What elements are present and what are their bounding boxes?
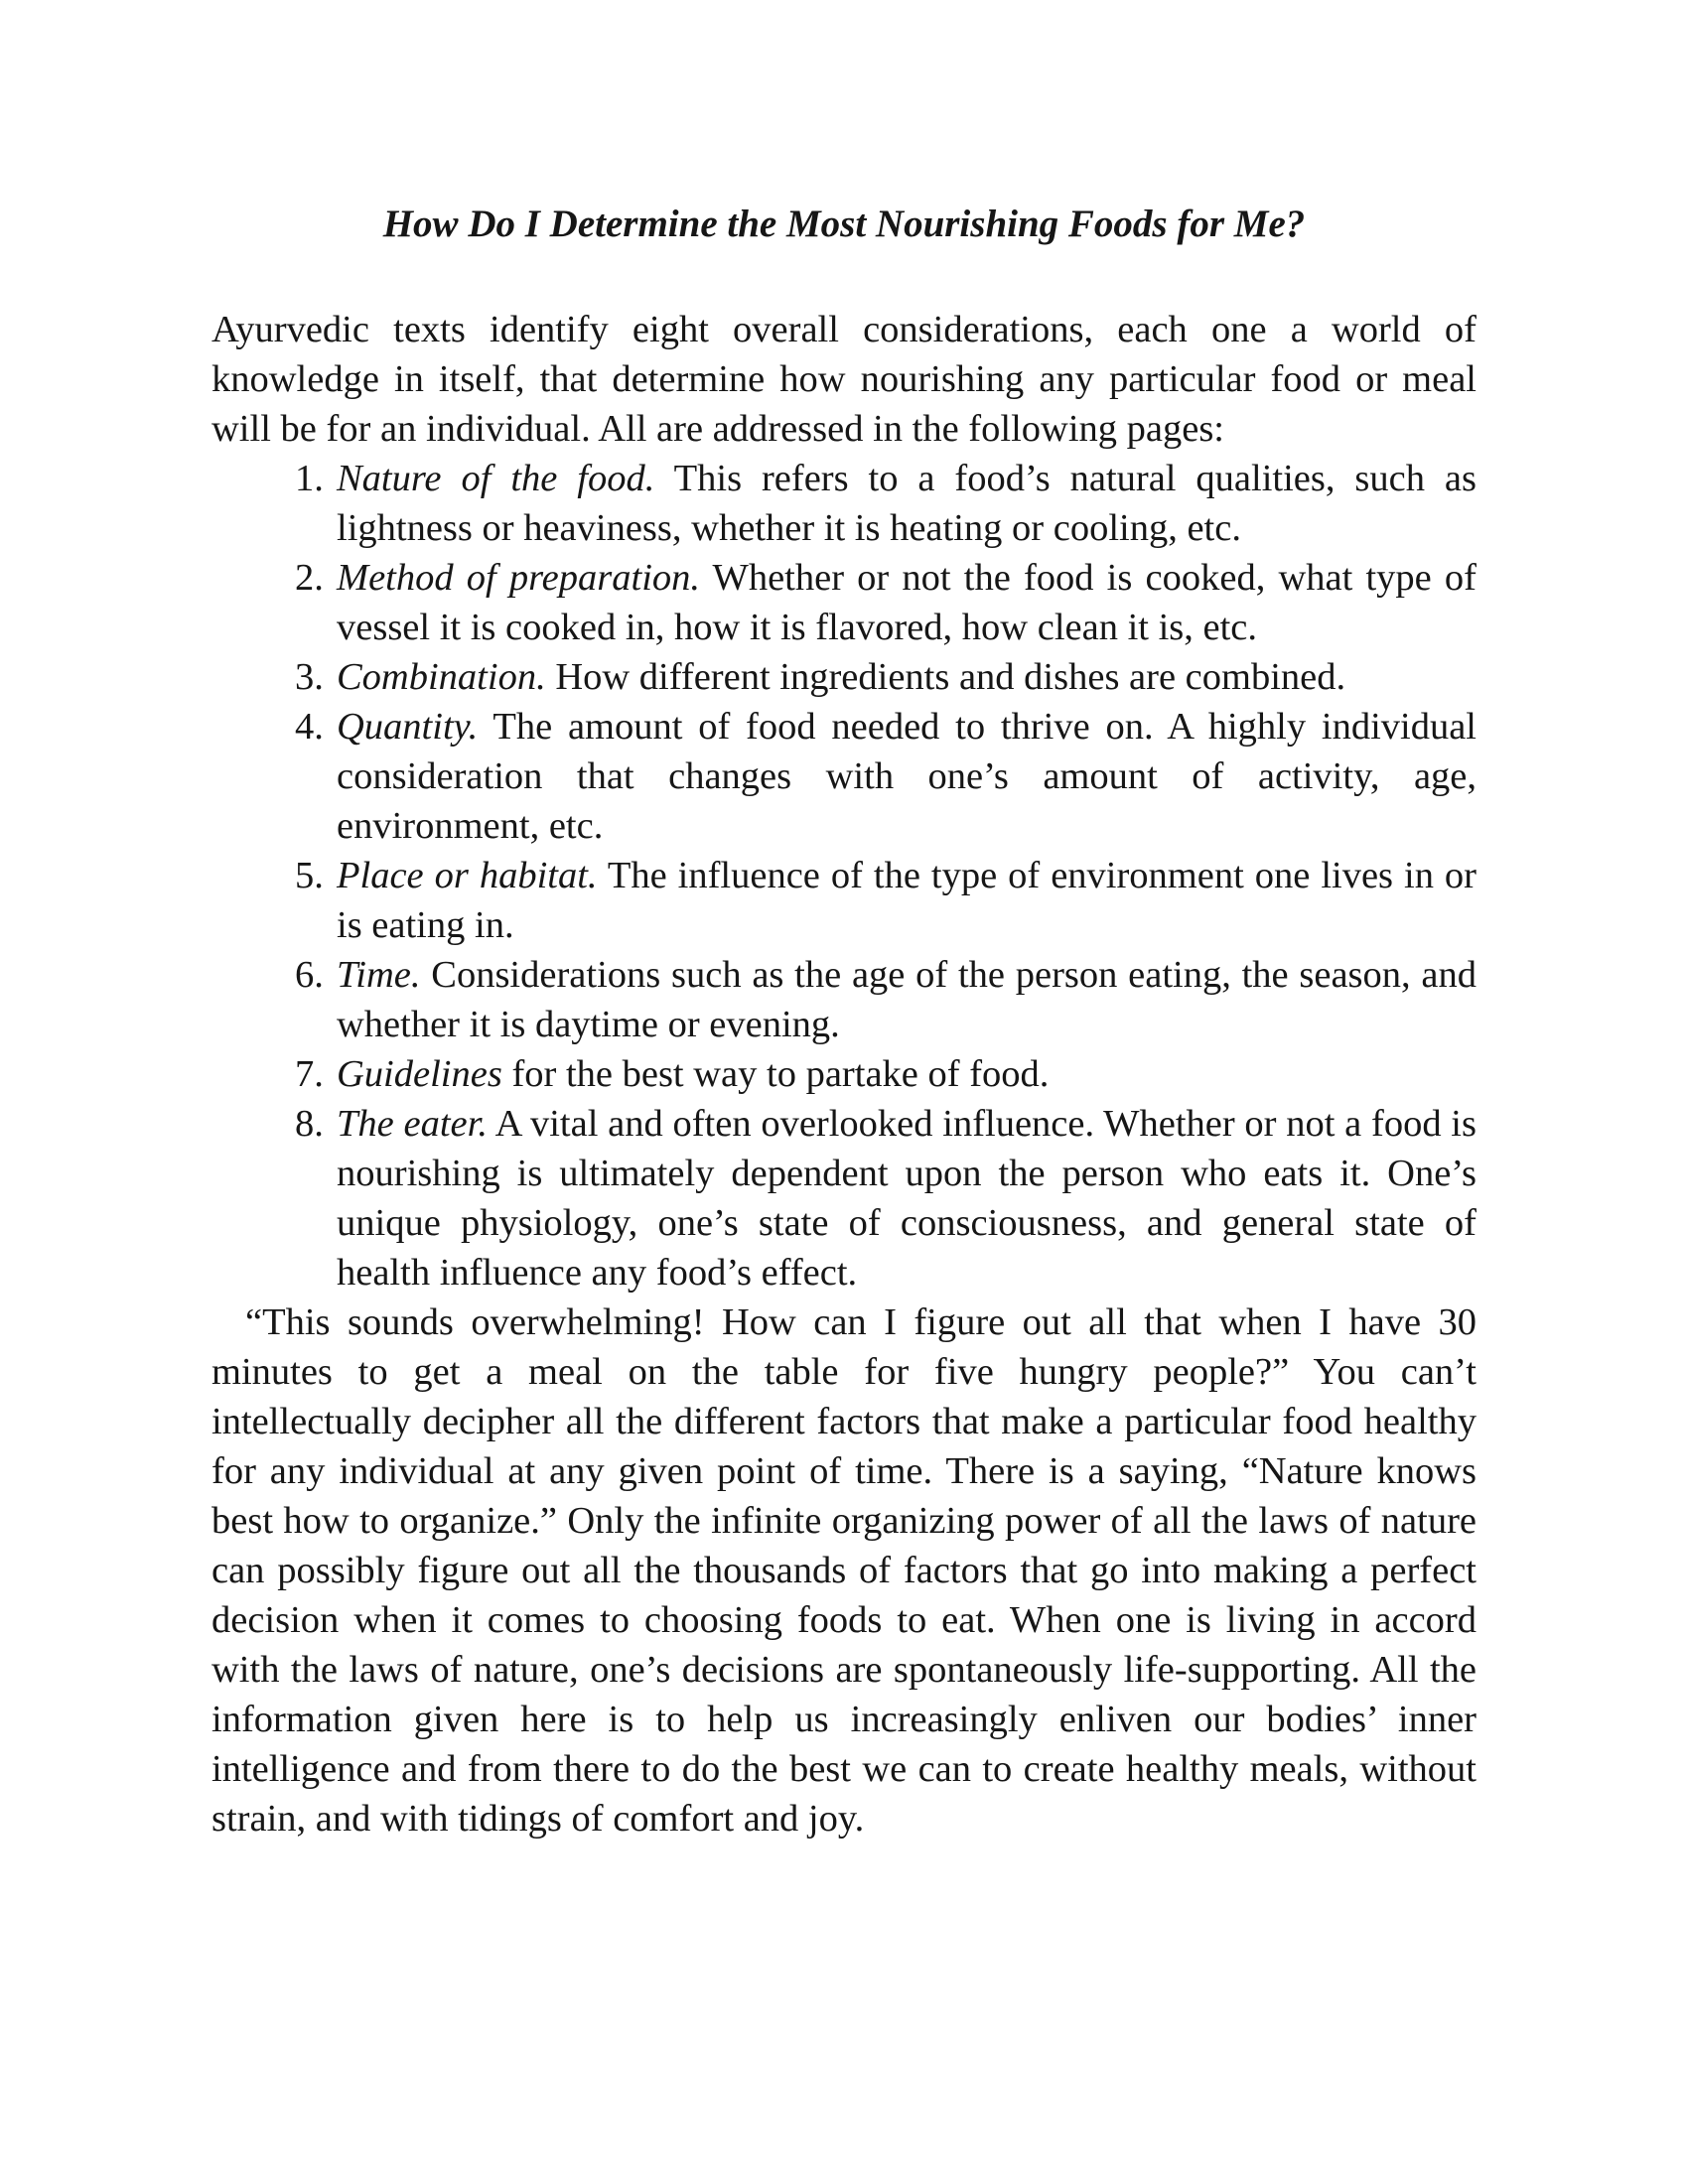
list-item-number: 8. bbox=[295, 1103, 324, 1145]
list-item-number: 5. bbox=[295, 855, 324, 896]
list-item-number: 6. bbox=[295, 954, 324, 996]
list-item bbox=[295, 652, 1477, 702]
list-item-text: Considerations such as the age of the person eating, the season, and whether it is daytime or evening. bbox=[337, 954, 1477, 1045]
list-item-number: 7. bbox=[295, 1053, 324, 1095]
list-item-term: Method of preparation. bbox=[337, 557, 701, 599]
list-item-text: for the best way to partake of food. bbox=[501, 1053, 1050, 1095]
list-item-text: A vital and often overlooked influence. Whether or not a food is nourishing is ultimately dependent upon the person who eats it. One’s unique physiology, one’s state of consciousness, and general state of health influence any food’s effect. bbox=[337, 1103, 1477, 1294]
list-item-number: 3. bbox=[295, 656, 324, 698]
list-item-term: The eater. bbox=[337, 1103, 488, 1145]
list-item-text: The amount of food needed to thrive on. A highly individual consideration that changes with one’s amount of activity, age, environment, etc. bbox=[337, 706, 1477, 847]
list-item bbox=[295, 454, 1477, 553]
closing-paragraph: “This sounds overwhelming! How can I figure out all that when I have 30 minutes to get a meal on the table for five hungry people?” You can’t intellectually decipher all the different factors that make a particular food healthy for any individual at any given point of time. There is a saying, “Nature knows best how to organize.” Only the infinite organizing power of all the laws of nature can possibly figure out all the thousands of factors that go into making a perfect decision when it comes to choosing foods to eat. When one is living in accord with the laws of nature, one’s decisions are spontaneously life-supporting. All the information given here is to help us increasingly enliven our bodies’ inner intelligence and from there to do the best we can to create healthy meals, without strain, and with tidings of comfort and joy. bbox=[211, 1301, 1477, 1840]
list-item-term: Quantity. bbox=[337, 706, 479, 748]
list-item-text: This refers to a food’s natural qualities, such as lightness or heaviness, whether it is heating or cooling, etc. bbox=[337, 458, 1477, 549]
list-item-text: The influence of the type of environment one lives in or is eating in. bbox=[337, 855, 1477, 946]
list-item-text: How different ingredients and dishes are combined. bbox=[545, 656, 1346, 698]
considerations-list bbox=[211, 454, 1477, 1297]
list-item-number: 4. bbox=[295, 706, 324, 748]
document-page bbox=[211, 195, 1477, 1843]
page-title: How Do I Determine the Most Nourishing Foods for Me? bbox=[382, 203, 1306, 245]
list-item-number: 2. bbox=[295, 557, 324, 599]
list-item bbox=[295, 1099, 1477, 1297]
list-item-term: Guidelines bbox=[337, 1053, 502, 1095]
list-item bbox=[295, 1049, 1477, 1099]
list-item-term: Place or habitat. bbox=[337, 855, 598, 896]
list-item bbox=[295, 851, 1477, 950]
list-item-number: 1. bbox=[295, 458, 324, 499]
list-item bbox=[295, 950, 1477, 1049]
list-item bbox=[295, 553, 1477, 652]
list-item-term: Combination. bbox=[337, 656, 546, 698]
list-item-term: Time. bbox=[337, 954, 421, 996]
intro-paragraph: Ayurvedic texts identify eight overall considerations, each one a world of knowledge in itself, that determine how nourishing any particular food or meal will be for an individual. All are addressed in the following pages: bbox=[211, 309, 1477, 450]
list-item-text: Whether or not the food is cooked, what type of vessel it is cooked in, how it is flavored, how clean it is, etc. bbox=[337, 557, 1477, 648]
list-item-term: Nature of the food. bbox=[337, 458, 655, 499]
list-item bbox=[295, 702, 1477, 851]
